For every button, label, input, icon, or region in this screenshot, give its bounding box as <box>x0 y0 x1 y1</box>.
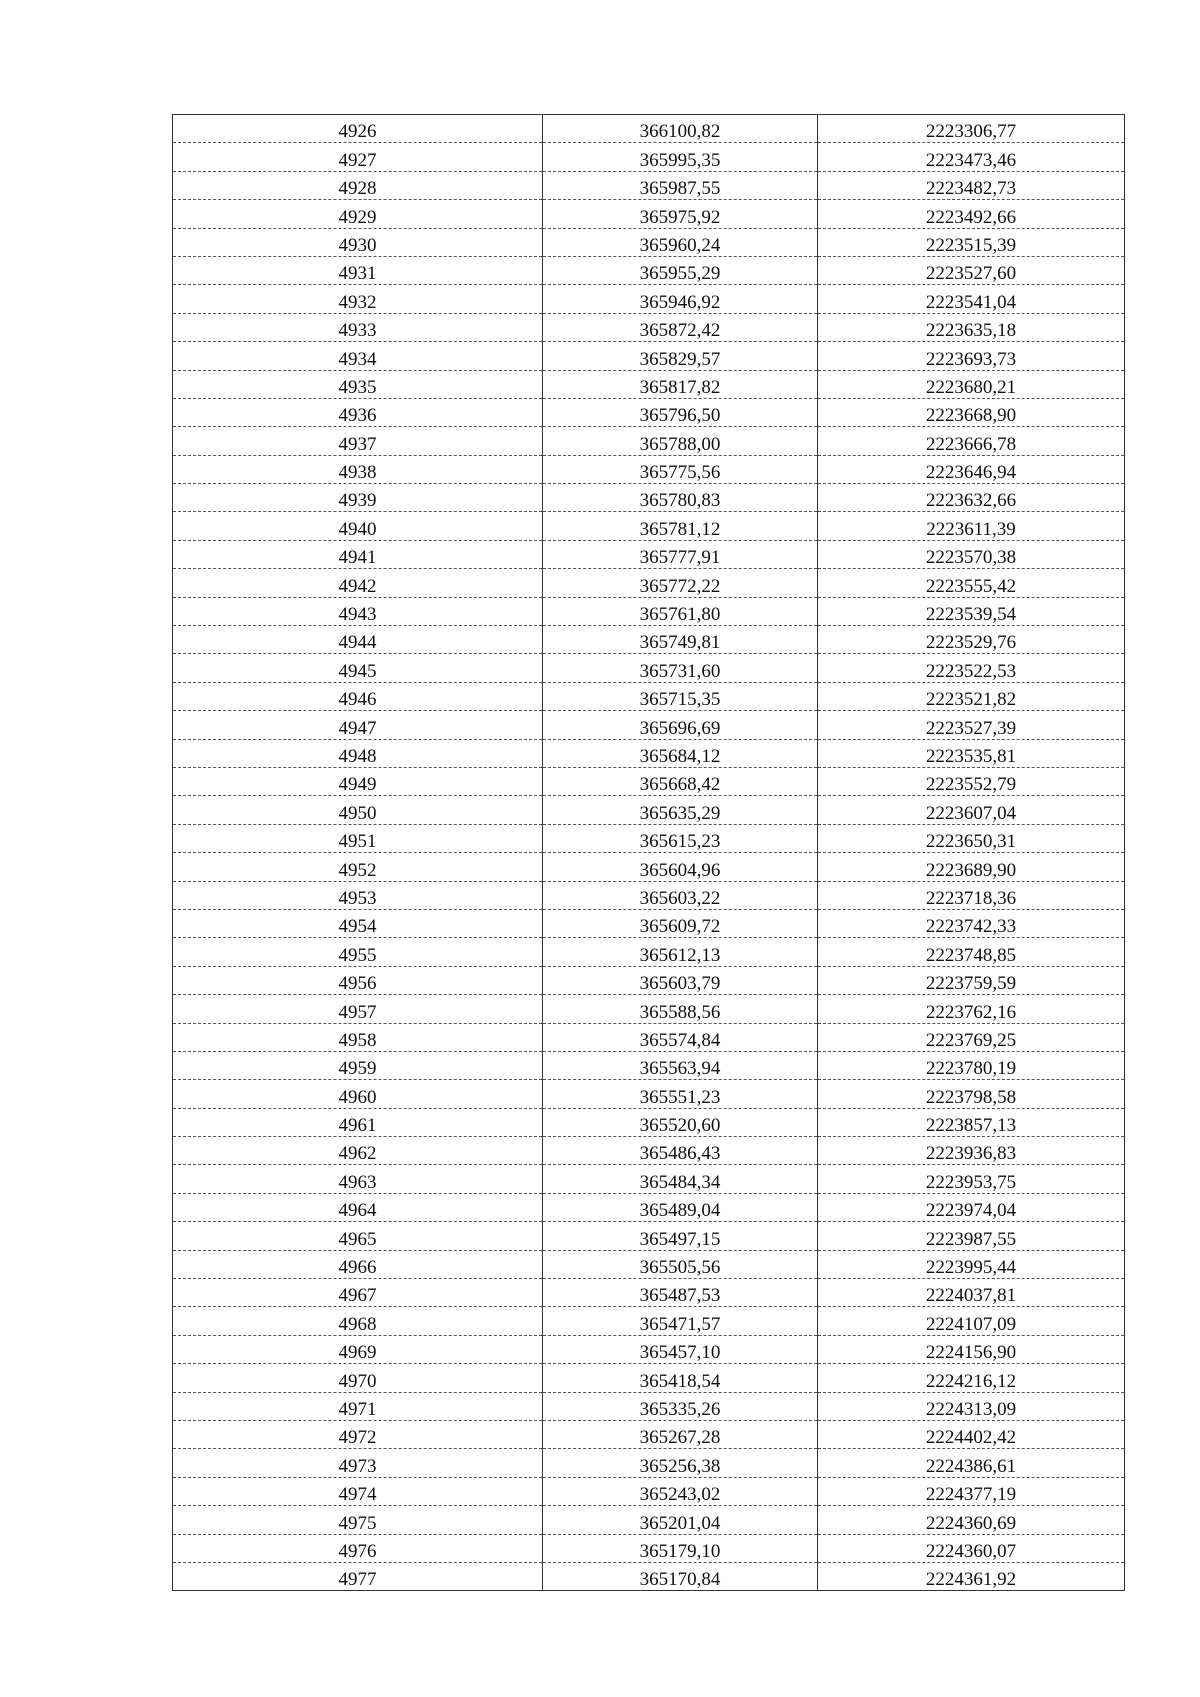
table-row <box>173 881 1125 909</box>
y-coordinate-cell: 2223769,25 <box>818 1023 1125 1051</box>
point-number-cell: 4941 <box>173 540 543 568</box>
table-row <box>173 285 1125 313</box>
y-coordinate-cell: 2223527,39 <box>818 711 1125 739</box>
table-row <box>173 1137 1125 1165</box>
table-row <box>173 1307 1125 1335</box>
table-row <box>173 1279 1125 1307</box>
point-number-cell: 4939 <box>173 484 543 512</box>
point-number-cell: 4966 <box>173 1250 543 1278</box>
y-coordinate-cell: 2223535,81 <box>818 739 1125 767</box>
x-coordinate-cell: 365612,13 <box>543 938 818 966</box>
point-number-cell: 4927 <box>173 143 543 171</box>
x-coordinate-cell: 365471,57 <box>543 1307 818 1335</box>
x-coordinate-cell: 365603,22 <box>543 881 818 909</box>
x-coordinate-cell: 365574,84 <box>543 1023 818 1051</box>
x-coordinate-cell: 365780,83 <box>543 484 818 512</box>
x-coordinate-cell: 365731,60 <box>543 654 818 682</box>
x-coordinate-cell: 365715,35 <box>543 682 818 710</box>
x-coordinate-cell: 365777,91 <box>543 540 818 568</box>
table-row <box>173 256 1125 284</box>
table-row <box>173 1534 1125 1562</box>
x-coordinate-cell: 365588,56 <box>543 995 818 1023</box>
table-row <box>173 115 1125 143</box>
x-coordinate-cell: 365995,35 <box>543 143 818 171</box>
y-coordinate-cell: 2223646,94 <box>818 455 1125 483</box>
point-number-cell: 4947 <box>173 711 543 739</box>
x-coordinate-cell: 365749,81 <box>543 626 818 654</box>
y-coordinate-cell: 2223552,79 <box>818 767 1125 795</box>
point-number-cell: 4965 <box>173 1222 543 1250</box>
table-row <box>173 143 1125 171</box>
y-coordinate-cell: 2223953,75 <box>818 1165 1125 1193</box>
point-number-cell: 4946 <box>173 682 543 710</box>
point-number-cell: 4959 <box>173 1051 543 1079</box>
point-number-cell: 4972 <box>173 1420 543 1448</box>
table-row <box>173 200 1125 228</box>
x-coordinate-cell: 365243,02 <box>543 1477 818 1505</box>
table-row <box>173 398 1125 426</box>
x-coordinate-cell: 365796,50 <box>543 398 818 426</box>
point-number-cell: 4940 <box>173 512 543 540</box>
y-coordinate-cell: 2223689,90 <box>818 853 1125 881</box>
table-row <box>173 1420 1125 1448</box>
table-row <box>173 626 1125 654</box>
x-coordinate-cell: 365781,12 <box>543 512 818 540</box>
table-row <box>173 711 1125 739</box>
point-number-cell: 4943 <box>173 597 543 625</box>
y-coordinate-cell: 2223693,73 <box>818 342 1125 370</box>
table-row <box>173 540 1125 568</box>
x-coordinate-cell: 365551,23 <box>543 1080 818 1108</box>
x-coordinate-cell: 365635,29 <box>543 796 818 824</box>
point-number-cell: 4942 <box>173 569 543 597</box>
x-coordinate-cell: 365829,57 <box>543 342 818 370</box>
table-row <box>173 427 1125 455</box>
table-row <box>173 682 1125 710</box>
point-number-cell: 4929 <box>173 200 543 228</box>
x-coordinate-cell: 365497,15 <box>543 1222 818 1250</box>
y-coordinate-cell: 2223539,54 <box>818 597 1125 625</box>
point-number-cell: 4926 <box>173 115 543 143</box>
y-coordinate-cell: 2223668,90 <box>818 398 1125 426</box>
point-number-cell: 4944 <box>173 626 543 654</box>
x-coordinate-cell: 365486,43 <box>543 1137 818 1165</box>
table-row <box>173 342 1125 370</box>
table-row <box>173 1222 1125 1250</box>
table-row <box>173 995 1125 1023</box>
table-row <box>173 1108 1125 1136</box>
point-number-cell: 4971 <box>173 1392 543 1420</box>
point-number-cell: 4934 <box>173 342 543 370</box>
point-number-cell: 4930 <box>173 228 543 256</box>
table-row <box>173 909 1125 937</box>
point-number-cell: 4951 <box>173 824 543 852</box>
y-coordinate-cell: 2223680,21 <box>818 370 1125 398</box>
x-coordinate-cell: 365772,22 <box>543 569 818 597</box>
x-coordinate-cell: 365179,10 <box>543 1534 818 1562</box>
y-coordinate-cell: 2223570,38 <box>818 540 1125 568</box>
point-number-cell: 4974 <box>173 1477 543 1505</box>
x-coordinate-cell: 365987,55 <box>543 171 818 199</box>
table-row <box>173 512 1125 540</box>
point-number-cell: 4956 <box>173 966 543 994</box>
x-coordinate-cell: 365817,82 <box>543 370 818 398</box>
y-coordinate-cell: 2223555,42 <box>818 569 1125 597</box>
table-row <box>173 824 1125 852</box>
y-coordinate-cell: 2223492,66 <box>818 200 1125 228</box>
y-coordinate-cell: 2224216,12 <box>818 1364 1125 1392</box>
y-coordinate-cell: 2223974,04 <box>818 1193 1125 1221</box>
y-coordinate-cell: 2223306,77 <box>818 115 1125 143</box>
table-row <box>173 1506 1125 1534</box>
point-number-cell: 4933 <box>173 313 543 341</box>
point-number-cell: 4936 <box>173 398 543 426</box>
table-row <box>173 313 1125 341</box>
point-number-cell: 4975 <box>173 1506 543 1534</box>
y-coordinate-cell: 2223666,78 <box>818 427 1125 455</box>
table-row <box>173 228 1125 256</box>
y-coordinate-cell: 2223541,04 <box>818 285 1125 313</box>
y-coordinate-cell: 2223611,39 <box>818 512 1125 540</box>
y-coordinate-cell: 2224386,61 <box>818 1449 1125 1477</box>
y-coordinate-cell: 2223759,59 <box>818 966 1125 994</box>
table-row <box>173 1449 1125 1477</box>
y-coordinate-cell: 2223527,60 <box>818 256 1125 284</box>
x-coordinate-cell: 365335,26 <box>543 1392 818 1420</box>
table-row <box>173 938 1125 966</box>
y-coordinate-cell: 2223748,85 <box>818 938 1125 966</box>
x-coordinate-cell: 365487,53 <box>543 1279 818 1307</box>
x-coordinate-cell: 365489,04 <box>543 1193 818 1221</box>
x-coordinate-cell: 365946,92 <box>543 285 818 313</box>
x-coordinate-cell: 365955,29 <box>543 256 818 284</box>
x-coordinate-cell: 365761,80 <box>543 597 818 625</box>
x-coordinate-cell: 365872,42 <box>543 313 818 341</box>
point-number-cell: 4949 <box>173 767 543 795</box>
point-number-cell: 4977 <box>173 1562 543 1590</box>
table-row <box>173 1023 1125 1051</box>
table-row <box>173 1250 1125 1278</box>
point-number-cell: 4968 <box>173 1307 543 1335</box>
x-coordinate-cell: 365975,92 <box>543 200 818 228</box>
point-number-cell: 4953 <box>173 881 543 909</box>
point-number-cell: 4950 <box>173 796 543 824</box>
table-row <box>173 171 1125 199</box>
point-number-cell: 4948 <box>173 739 543 767</box>
x-coordinate-cell: 365201,04 <box>543 1506 818 1534</box>
table-row <box>173 1165 1125 1193</box>
x-coordinate-cell: 365603,79 <box>543 966 818 994</box>
coordinates-table-body <box>173 115 1125 1591</box>
point-number-cell: 4976 <box>173 1534 543 1562</box>
point-number-cell: 4963 <box>173 1165 543 1193</box>
table-row <box>173 796 1125 824</box>
x-coordinate-cell: 365788,00 <box>543 427 818 455</box>
point-number-cell: 4967 <box>173 1279 543 1307</box>
table-row <box>173 1562 1125 1590</box>
y-coordinate-cell: 2224360,69 <box>818 1506 1125 1534</box>
point-number-cell: 4955 <box>173 938 543 966</box>
x-coordinate-cell: 365267,28 <box>543 1420 818 1448</box>
table-row <box>173 1051 1125 1079</box>
table-row <box>173 484 1125 512</box>
y-coordinate-cell: 2223987,55 <box>818 1222 1125 1250</box>
point-number-cell: 4932 <box>173 285 543 313</box>
y-coordinate-cell: 2223635,18 <box>818 313 1125 341</box>
x-coordinate-cell: 365960,24 <box>543 228 818 256</box>
y-coordinate-cell: 2223995,44 <box>818 1250 1125 1278</box>
x-coordinate-cell: 365505,56 <box>543 1250 818 1278</box>
y-coordinate-cell: 2224107,09 <box>818 1307 1125 1335</box>
x-coordinate-cell: 365604,96 <box>543 853 818 881</box>
table-row <box>173 370 1125 398</box>
x-coordinate-cell: 365668,42 <box>543 767 818 795</box>
x-coordinate-cell: 365684,12 <box>543 739 818 767</box>
y-coordinate-cell: 2223742,33 <box>818 909 1125 937</box>
y-coordinate-cell: 2224402,42 <box>818 1420 1125 1448</box>
y-coordinate-cell: 2223718,36 <box>818 881 1125 909</box>
point-number-cell: 4928 <box>173 171 543 199</box>
table-row <box>173 1080 1125 1108</box>
point-number-cell: 4962 <box>173 1137 543 1165</box>
point-number-cell: 4958 <box>173 1023 543 1051</box>
y-coordinate-cell: 2223607,04 <box>818 796 1125 824</box>
table-row <box>173 1477 1125 1505</box>
y-coordinate-cell: 2223780,19 <box>818 1051 1125 1079</box>
point-number-cell: 4957 <box>173 995 543 1023</box>
x-coordinate-cell: 365418,54 <box>543 1364 818 1392</box>
y-coordinate-cell: 2223473,46 <box>818 143 1125 171</box>
x-coordinate-cell: 365170,84 <box>543 1562 818 1590</box>
x-coordinate-cell: 365484,34 <box>543 1165 818 1193</box>
x-coordinate-cell: 365775,56 <box>543 455 818 483</box>
x-coordinate-cell: 366100,82 <box>543 115 818 143</box>
y-coordinate-cell: 2223632,66 <box>818 484 1125 512</box>
x-coordinate-cell: 365609,72 <box>543 909 818 937</box>
y-coordinate-cell: 2224361,92 <box>818 1562 1125 1590</box>
table-row <box>173 569 1125 597</box>
y-coordinate-cell: 2224360,07 <box>818 1534 1125 1562</box>
y-coordinate-cell: 2223650,31 <box>818 824 1125 852</box>
x-coordinate-cell: 365520,60 <box>543 1108 818 1136</box>
y-coordinate-cell: 2223798,58 <box>818 1080 1125 1108</box>
table-row <box>173 739 1125 767</box>
y-coordinate-cell: 2223936,83 <box>818 1137 1125 1165</box>
y-coordinate-cell: 2223857,13 <box>818 1108 1125 1136</box>
point-number-cell: 4960 <box>173 1080 543 1108</box>
table-row <box>173 1335 1125 1363</box>
point-number-cell: 4954 <box>173 909 543 937</box>
point-number-cell: 4969 <box>173 1335 543 1363</box>
point-number-cell: 4961 <box>173 1108 543 1136</box>
point-number-cell: 4931 <box>173 256 543 284</box>
point-number-cell: 4973 <box>173 1449 543 1477</box>
point-number-cell: 4945 <box>173 654 543 682</box>
point-number-cell: 4970 <box>173 1364 543 1392</box>
table-row <box>173 853 1125 881</box>
point-number-cell: 4935 <box>173 370 543 398</box>
table-row <box>173 1364 1125 1392</box>
y-coordinate-cell: 2223529,76 <box>818 626 1125 654</box>
point-number-cell: 4937 <box>173 427 543 455</box>
y-coordinate-cell: 2224037,81 <box>818 1279 1125 1307</box>
table-row <box>173 597 1125 625</box>
y-coordinate-cell: 2224313,09 <box>818 1392 1125 1420</box>
x-coordinate-cell: 365696,69 <box>543 711 818 739</box>
x-coordinate-cell: 365256,38 <box>543 1449 818 1477</box>
table-row <box>173 966 1125 994</box>
x-coordinate-cell: 365615,23 <box>543 824 818 852</box>
table-row <box>173 654 1125 682</box>
point-number-cell: 4952 <box>173 853 543 881</box>
y-coordinate-cell: 2223762,16 <box>818 995 1125 1023</box>
x-coordinate-cell: 365563,94 <box>543 1051 818 1079</box>
y-coordinate-cell: 2224377,19 <box>818 1477 1125 1505</box>
coordinates-table <box>172 114 1125 1591</box>
table-row <box>173 767 1125 795</box>
y-coordinate-cell: 2224156,90 <box>818 1335 1125 1363</box>
point-number-cell: 4964 <box>173 1193 543 1221</box>
point-number-cell: 4938 <box>173 455 543 483</box>
y-coordinate-cell: 2223521,82 <box>818 682 1125 710</box>
y-coordinate-cell: 2223522,53 <box>818 654 1125 682</box>
table-row <box>173 1392 1125 1420</box>
y-coordinate-cell: 2223482,73 <box>818 171 1125 199</box>
table-row <box>173 455 1125 483</box>
table-row <box>173 1193 1125 1221</box>
y-coordinate-cell: 2223515,39 <box>818 228 1125 256</box>
x-coordinate-cell: 365457,10 <box>543 1335 818 1363</box>
